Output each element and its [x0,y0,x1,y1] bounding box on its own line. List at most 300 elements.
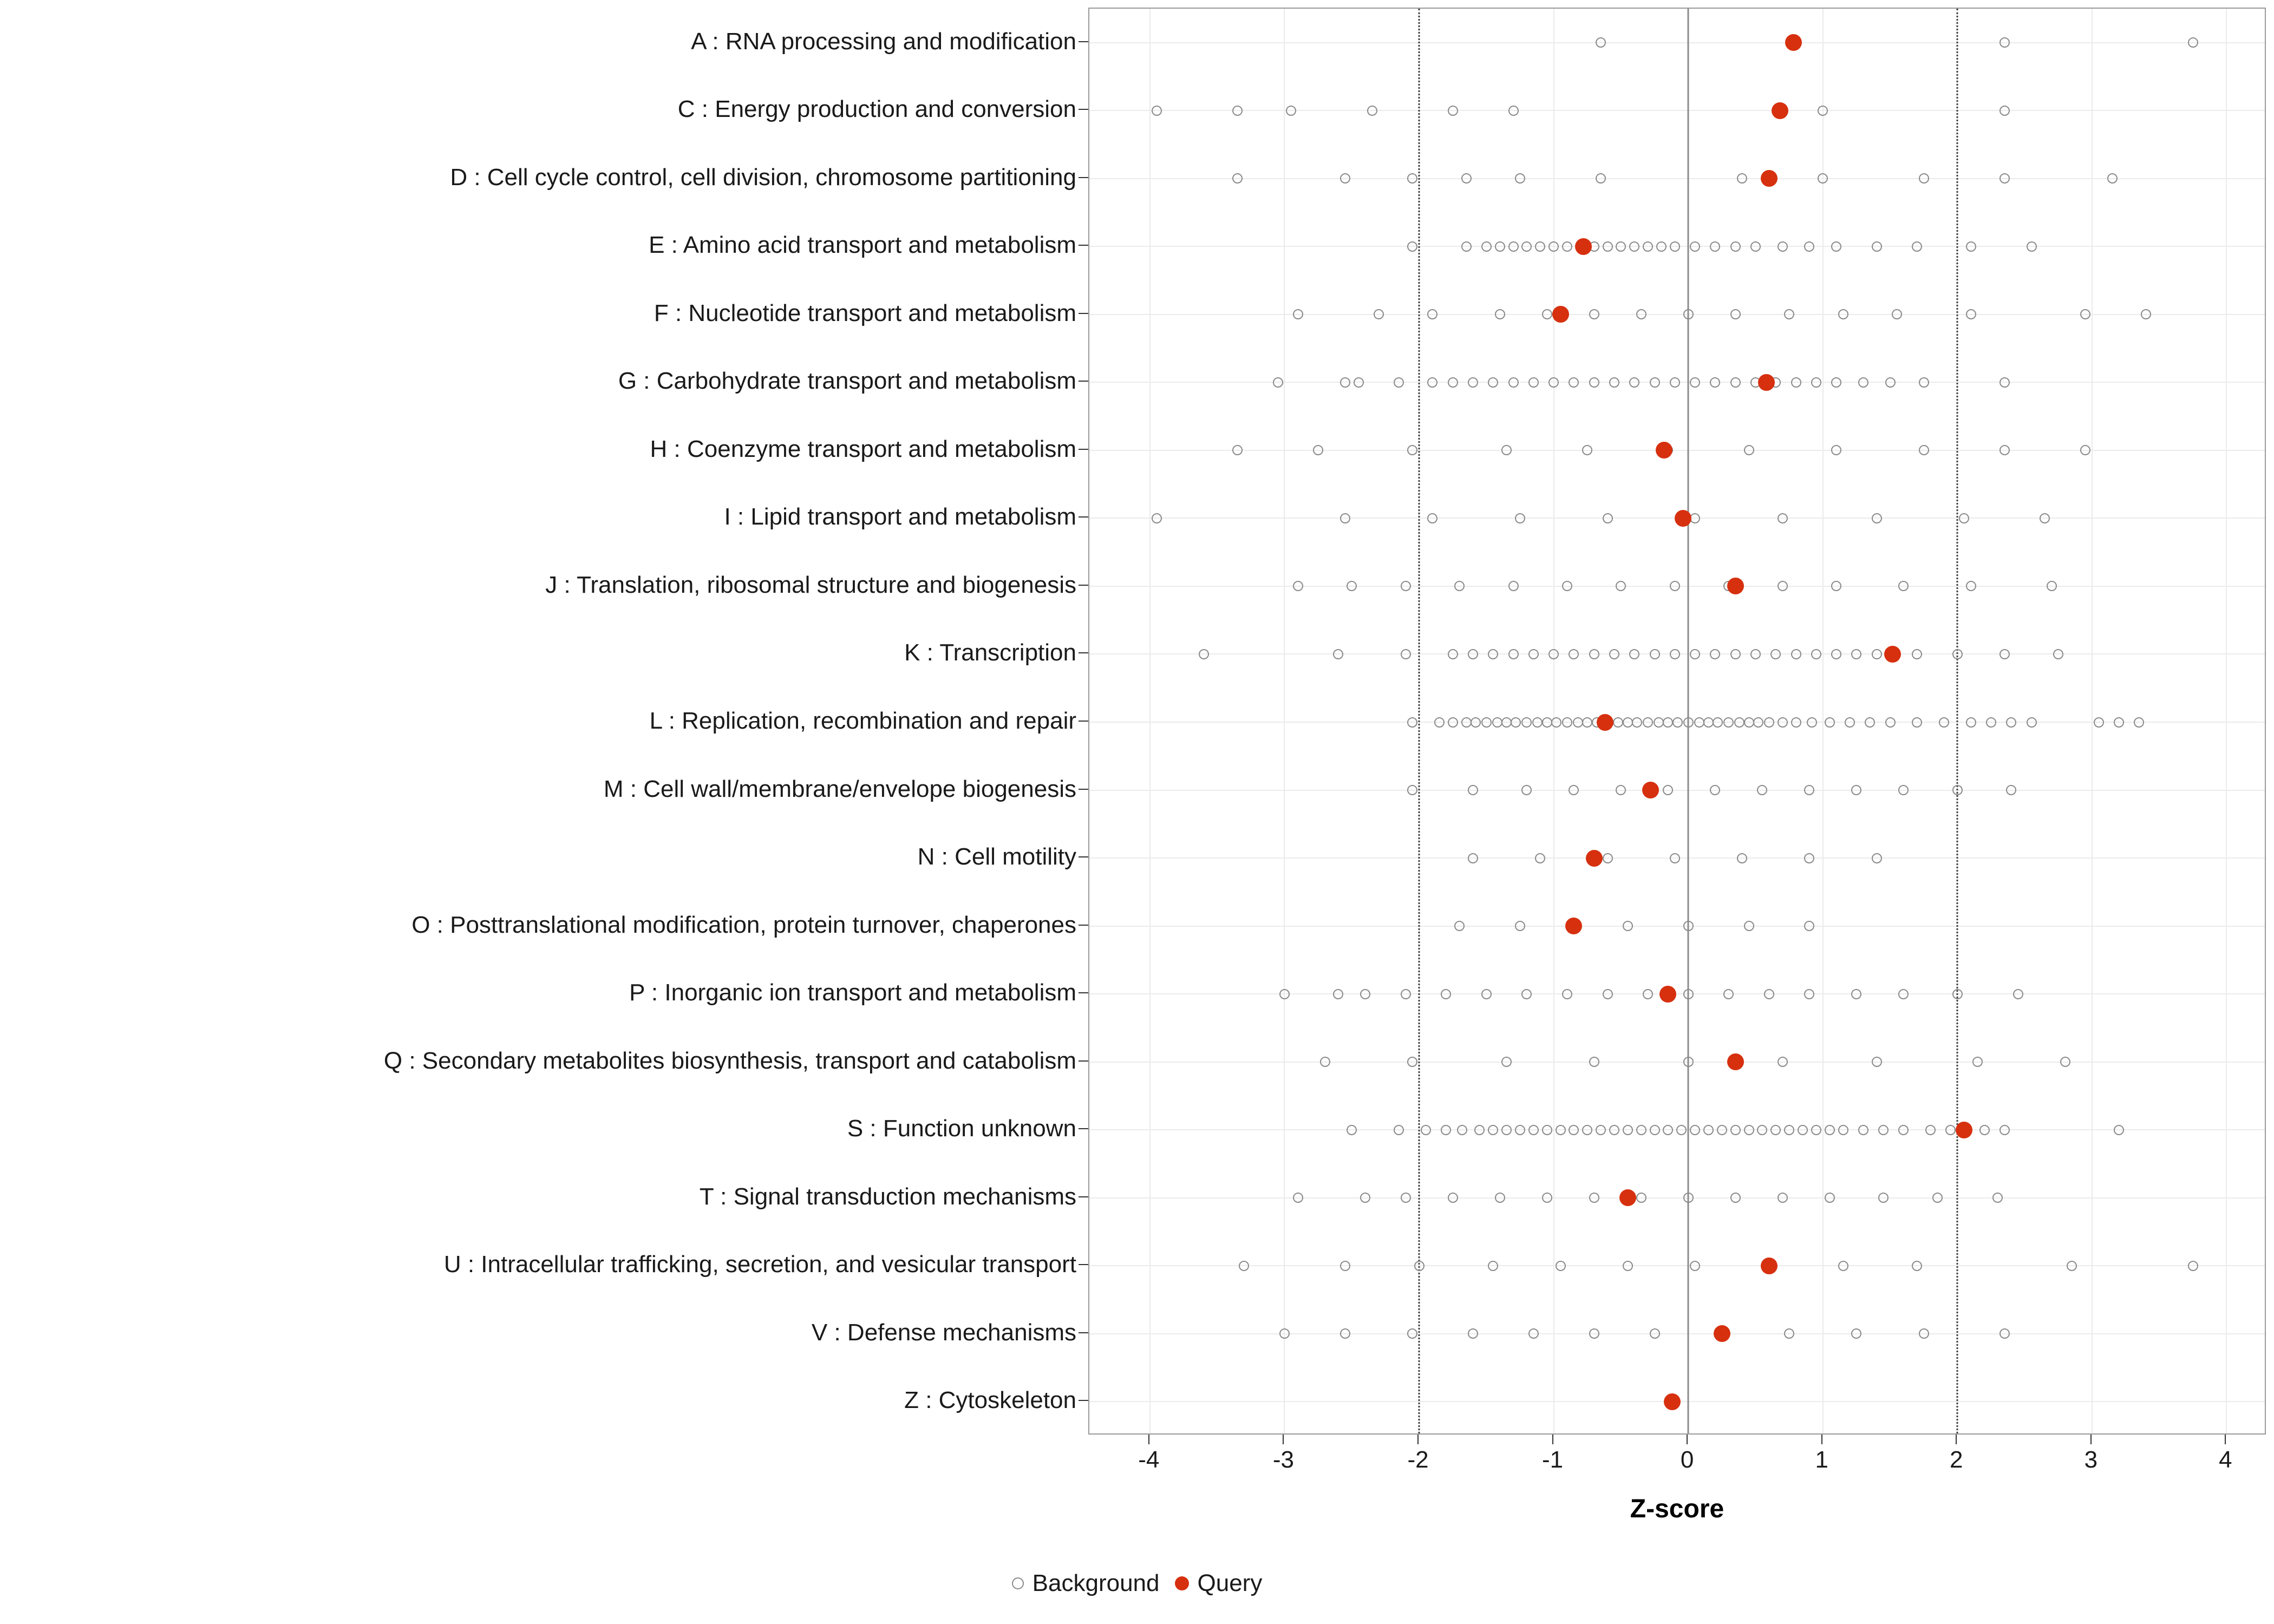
reference-line-dotted [1957,9,1958,1433]
background-point [1441,989,1451,999]
background-point [1232,106,1243,116]
background-point [1461,241,1472,252]
background-point [1811,377,1821,388]
background-point [2067,1261,2077,1271]
background-point [1784,1328,1794,1339]
y-axis-tick [1079,1128,1088,1129]
background-point [1717,1125,1727,1135]
background-point [1670,377,1680,388]
background-point [1515,1125,1525,1135]
y-axis-tick-label: P : Inorganic ion transport and metabolism [629,979,1076,1006]
background-point [1508,649,1519,659]
background-point [1407,717,1417,728]
background-point [1932,1193,1943,1203]
background-point [1872,513,1882,523]
background-point [1825,1193,1835,1203]
background-point [1596,1125,1606,1135]
y-axis-tick-label: A : RNA processing and modification [691,28,1076,55]
background-point [1999,445,2010,455]
vertical-gridline [2092,9,2093,1433]
background-point [1750,241,1761,252]
horizontal-gridline [1089,1062,2265,1063]
background-point [1551,717,1561,728]
background-point [1999,1125,2010,1135]
query-point [1714,1325,1730,1342]
background-point [1858,1125,1868,1135]
x-axis-tick [1552,1435,1553,1444]
background-point [1582,717,1592,728]
background-point [1495,241,1505,252]
query-point [1642,782,1659,798]
background-point [1468,649,1478,659]
y-axis-tick-label: L : Replication, recombination and repair [649,708,1076,734]
y-axis-tick-label: H : Coenzyme transport and metabolism [650,435,1076,462]
background-point [1791,717,1801,728]
horizontal-gridline [1089,1265,2265,1266]
chart-legend [0,1570,2274,1597]
background-point [1501,1125,1512,1135]
background-point [1232,445,1243,455]
background-point [1730,649,1741,659]
background-point [1569,377,1579,388]
background-point [1401,649,1411,659]
background-point [1744,1125,1754,1135]
horizontal-gridline [1089,1333,2265,1334]
background-point [1367,106,1377,116]
background-point [1945,1125,1956,1135]
y-axis-tick [1079,109,1088,110]
query-point [1575,238,1592,255]
y-axis-tick [1079,585,1088,586]
background-point [1804,989,1814,999]
background-point [1609,1125,1619,1135]
x-axis-tick-label: -4 [1138,1446,1160,1473]
background-point [1636,309,1646,319]
background-point [1589,649,1599,659]
legend-label: Query [1197,1570,1263,1596]
background-point [1898,785,1909,795]
background-point [1663,785,1673,795]
background-point [1562,717,1572,728]
query-point [1664,1393,1681,1410]
background-point [1609,649,1619,659]
background-point [1448,717,1458,728]
background-point [1511,717,1521,728]
background-point [1757,1125,1767,1135]
background-point [1811,1125,1821,1135]
background-point [1992,1193,2003,1203]
background-point [1461,173,1472,184]
background-point [2080,309,2090,319]
background-point [1919,173,1929,184]
vertical-gridline [2226,9,2227,1433]
y-axis-tick-label: O : Posttranslational modification, protein turnover, chaperones [411,911,1076,938]
background-point [1872,1057,1882,1067]
background-point [1804,921,1814,931]
y-axis-tick-label: Z : Cytoskeleton [904,1387,1076,1414]
plot-panel [1088,8,2266,1435]
background-point [1623,921,1633,931]
y-axis-tick-label: M : Cell wall/membrane/envelope biogenesis [603,775,1076,802]
background-point [1966,581,1976,591]
background-point [1448,649,1458,659]
background-point [1340,377,1350,388]
background-point [1616,241,1626,252]
background-point [1488,1125,1498,1135]
background-point [1713,717,1723,728]
background-point [1710,241,1720,252]
background-point [1898,1125,1909,1135]
background-point [1623,717,1633,728]
background-point [1986,717,1996,728]
background-point [1589,1193,1599,1203]
background-point [1273,377,1283,388]
background-point [1804,785,1814,795]
background-point [1851,785,1861,795]
background-point [1427,377,1437,388]
background-point [1501,717,1512,728]
background-point [1474,1125,1485,1135]
background-point [1481,989,1492,999]
background-point [1952,785,1963,795]
background-point [1448,106,1458,116]
background-point [1690,241,1700,252]
background-point [2188,37,2198,48]
y-axis-tick-label: E : Amino acid transport and metabolism [649,232,1076,259]
query-point [1884,646,1901,663]
background-point [1468,785,1478,795]
background-point [1239,1261,1249,1271]
background-point [1831,241,1841,252]
background-point [1495,1193,1505,1203]
background-point [1279,989,1290,999]
background-point [1374,309,1384,319]
background-point [1528,1328,1539,1339]
query-point [1758,374,1775,391]
background-point [1723,989,1734,999]
y-axis-tick [1079,1060,1088,1062]
background-point [1562,581,1572,591]
background-point [1616,785,1626,795]
legend-label: Background [1032,1570,1160,1596]
background-point [1663,717,1673,728]
background-point [1152,106,1162,116]
background-point [1542,717,1552,728]
background-point [1952,989,1963,999]
background-point [1811,649,1821,659]
background-point [1501,1057,1512,1067]
background-point [1798,1125,1808,1135]
background-point [1501,445,1512,455]
background-point [1683,989,1694,999]
background-point [1492,717,1502,728]
background-point [1979,1125,1990,1135]
background-point [1757,785,1767,795]
background-point [1535,241,1545,252]
query-point [1727,578,1744,594]
background-point [1528,1125,1539,1135]
query-point [1619,1189,1636,1206]
background-point [1878,1193,1889,1203]
background-point [2047,581,2057,591]
background-point [1542,309,1552,319]
background-point [1407,445,1417,455]
background-point [1676,1125,1687,1135]
background-point [1629,241,1639,252]
x-axis-tick [1687,1435,1688,1444]
background-point [1770,1125,1781,1135]
reference-line-dotted [1419,9,1420,1433]
background-point [1603,241,1613,252]
background-point [2141,309,2151,319]
background-point [1778,717,1788,728]
y-axis-category-labels [0,0,1088,1435]
background-point [2134,717,2144,728]
background-point [1569,649,1579,659]
background-point [1838,1261,1848,1271]
background-point [1703,1125,1714,1135]
background-point [1508,106,1519,116]
background-point [1683,921,1694,931]
y-axis-tick-label: D : Cell cycle control, cell division, chromosome partitioning [450,163,1076,191]
background-point [1999,649,2010,659]
background-point [1481,241,1492,252]
background-point [1441,1125,1451,1135]
background-point [1753,717,1763,728]
background-point [1421,1125,1431,1135]
background-point [1589,1328,1599,1339]
query-point [1785,34,1802,51]
background-point [1825,717,1835,728]
background-point [1872,649,1882,659]
y-axis-tick-label: K : Transcription [904,639,1076,666]
background-point [1778,513,1788,523]
background-point [1818,173,1828,184]
background-point [1347,1125,1357,1135]
background-point [1744,921,1754,931]
background-point [1508,377,1519,388]
background-point [1407,241,1417,252]
background-point [2188,1261,2198,1271]
x-axis-tick-label: 0 [1680,1446,1694,1473]
x-axis [1088,1435,2266,1489]
y-axis-tick [1079,313,1088,314]
background-point [1999,106,2010,116]
background-point [1427,309,1437,319]
background-point [1791,649,1801,659]
background-point [1939,717,1949,728]
query-point [1956,1122,1972,1138]
background-point [1807,717,1817,728]
y-axis-tick [1079,177,1088,178]
background-point [1999,173,2010,184]
vertical-gridline [1149,9,1151,1433]
y-axis-tick-label: J : Translation, ribosomal structure and biogenesis [545,571,1076,598]
background-point [1613,717,1623,728]
background-point [1461,717,1472,728]
background-point [2013,989,2023,999]
vertical-gridline [1284,9,1285,1433]
background-point [1912,649,1922,659]
x-axis-tick [2090,1435,2092,1444]
background-point [1407,1328,1417,1339]
y-axis-tick [1079,856,1088,857]
background-point [1508,241,1519,252]
y-axis-tick [1079,789,1088,790]
background-point [1556,1125,1566,1135]
background-point [1454,581,1465,591]
background-point [1670,581,1680,591]
background-point [1488,649,1498,659]
background-point [1448,377,1458,388]
x-axis-tick-label: 3 [2084,1446,2098,1473]
background-point [1770,649,1781,659]
background-point [1885,717,1896,728]
y-axis-tick [1079,516,1088,518]
background-point [1616,581,1626,591]
background-point [1293,1193,1303,1203]
background-point [1347,581,1357,591]
background-point [1582,445,1592,455]
background-point [1912,1261,1922,1271]
background-point [1952,649,1963,659]
background-point [1865,717,1875,728]
background-point [1414,1261,1424,1271]
background-point [1851,989,1861,999]
background-point [1333,649,1343,659]
y-axis-tick [1079,1196,1088,1197]
query-point [1552,306,1569,323]
background-point [1468,853,1478,863]
background-point [1454,921,1465,931]
background-point [1542,1125,1552,1135]
background-point [1521,241,1532,252]
background-point [1784,1125,1794,1135]
x-axis-tick [1417,1435,1419,1444]
background-point [1609,377,1619,388]
background-point [1643,241,1653,252]
y-axis-tick-label: V : Defense mechanisms [811,1319,1076,1346]
background-point [1778,581,1788,591]
background-point [1730,1125,1741,1135]
background-point [1710,377,1720,388]
background-point [1199,649,1209,659]
background-point [1596,173,1606,184]
x-axis-tick-label: -3 [1272,1446,1294,1473]
y-axis-tick-label: I : Lipid transport and metabolism [724,503,1076,531]
background-point [2006,785,2016,795]
background-point [1360,989,1370,999]
background-point [1468,1328,1478,1339]
background-point [1632,717,1642,728]
background-point [1589,377,1599,388]
background-point [1521,989,1532,999]
background-point [1898,581,1909,591]
query-point [1772,102,1788,119]
query-point [1675,510,1691,527]
y-axis-tick-label: U : Intracellular trafficking, secretion, and vesicular transport [443,1251,1076,1278]
background-point [1825,1125,1835,1135]
background-point [1623,1261,1633,1271]
background-point [1532,717,1543,728]
background-point [1723,717,1734,728]
background-point [1521,785,1532,795]
x-axis-tick [2225,1435,2226,1444]
background-point [1569,785,1579,795]
background-point [1750,649,1761,659]
background-point [1434,717,1445,728]
background-point [1603,853,1613,863]
y-axis-tick-label: F : Nucleotide transport and metabolism [654,299,1076,326]
legend-item [1012,1570,1160,1597]
background-point [1663,1125,1673,1135]
background-point [1912,717,1922,728]
background-point [1919,1328,1929,1339]
background-point [1710,649,1720,659]
background-point [1515,513,1525,523]
background-point [1340,173,1350,184]
background-point [1670,241,1680,252]
background-point [1670,649,1680,659]
background-point [1778,1193,1788,1203]
background-point [2094,717,2104,728]
background-point [1737,173,1747,184]
background-point [1293,309,1303,319]
background-point [1535,853,1545,863]
background-point [1818,106,1828,116]
background-point [1407,785,1417,795]
background-point [1999,1328,2010,1339]
x-axis-tick-label: -1 [1542,1446,1564,1473]
background-point [1643,989,1653,999]
background-point [1495,309,1505,319]
background-point [1851,1328,1861,1339]
y-axis-tick-label: Q : Secondary metabolites biosynthesis, transport and catabolism [383,1047,1076,1074]
legend-item [1175,1570,1263,1597]
background-point [1354,377,1364,388]
background-point [2114,1125,2124,1135]
background-point [1603,989,1613,999]
background-point [1654,717,1664,728]
background-point [1394,1125,1404,1135]
background-point [1730,377,1741,388]
background-point [1730,309,1741,319]
background-point [1791,377,1801,388]
y-axis-tick [1079,1400,1088,1401]
background-point [1562,989,1572,999]
y-axis-tick [1079,1332,1088,1333]
y-axis-tick [1079,245,1088,246]
background-point [1542,1193,1552,1203]
background-point [1966,309,1976,319]
x-axis-tick-label: -2 [1407,1446,1429,1473]
y-axis-tick [1079,992,1088,993]
background-point [1152,513,1162,523]
background-point [1919,377,1929,388]
background-point [1515,173,1525,184]
y-axis-tick-label: G : Carbohydrate transport and metabolism [618,368,1076,395]
background-point [2114,717,2124,728]
background-point [1623,1125,1633,1135]
background-point [1656,241,1667,252]
background-point [1629,649,1639,659]
background-point [1548,649,1559,659]
background-point [1548,377,1559,388]
background-point [1919,445,1929,455]
background-point [1694,717,1704,728]
background-point [1650,649,1660,659]
background-point [1508,581,1519,591]
